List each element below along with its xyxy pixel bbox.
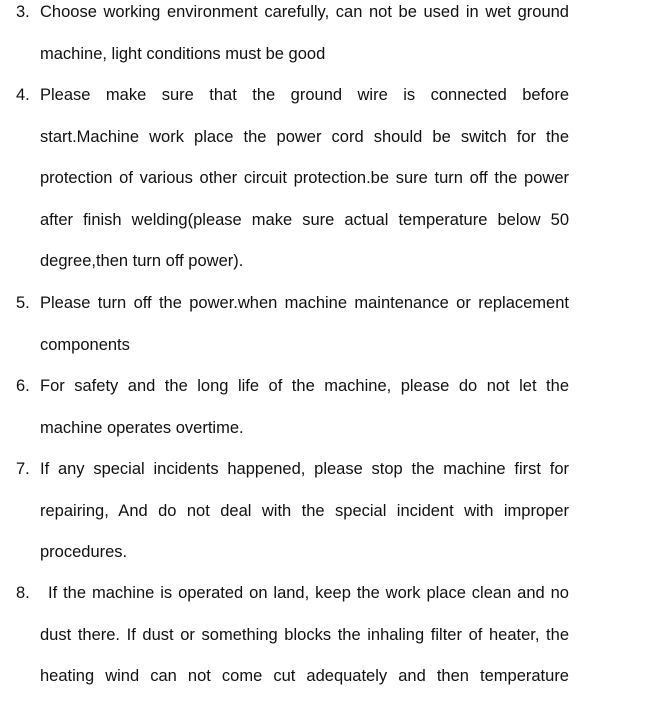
item-number: 4. [16,86,30,104]
item-text: Please make sure that the ground wire is connected before start.Machine work place the power cord should be switch for the protection of various other circuit protection.be sure turn off the power after finish welding(please make sure actual temperature below 50 degree,then turn off power). [40,86,569,270]
item-number: 3. [16,3,30,21]
list-item-7 [16,449,569,574]
list-item-5 [16,283,569,366]
item-text: If the machine is operated on land, keep the work place clean and no dust there. If dust or something blocks the inhaling filter of heater, the heating wind can not come cut adequately and then temperature [40,584,569,685]
list-item-4 [16,75,569,283]
item-text: Please turn off the power.when machine maintenance or replacement components [40,294,569,354]
list-item-8 [16,573,569,698]
list-item-3 [16,0,569,75]
item-number: 6. [16,377,30,395]
item-number: 7. [16,460,30,478]
item-text: For safety and the long life of the machine, please do not let the machine operates overtime. [40,377,569,437]
item-text: If any special incidents happened, please stop the machine first for repairing, And do not deal with the special incident with improper procedures. [40,460,569,561]
list-item-6 [16,366,569,449]
item-text: Choose working environment carefully, can not be used in wet ground machine, light conditions must be good [40,3,569,63]
item-number: 5. [16,294,30,312]
item-number: 8. [16,584,30,602]
